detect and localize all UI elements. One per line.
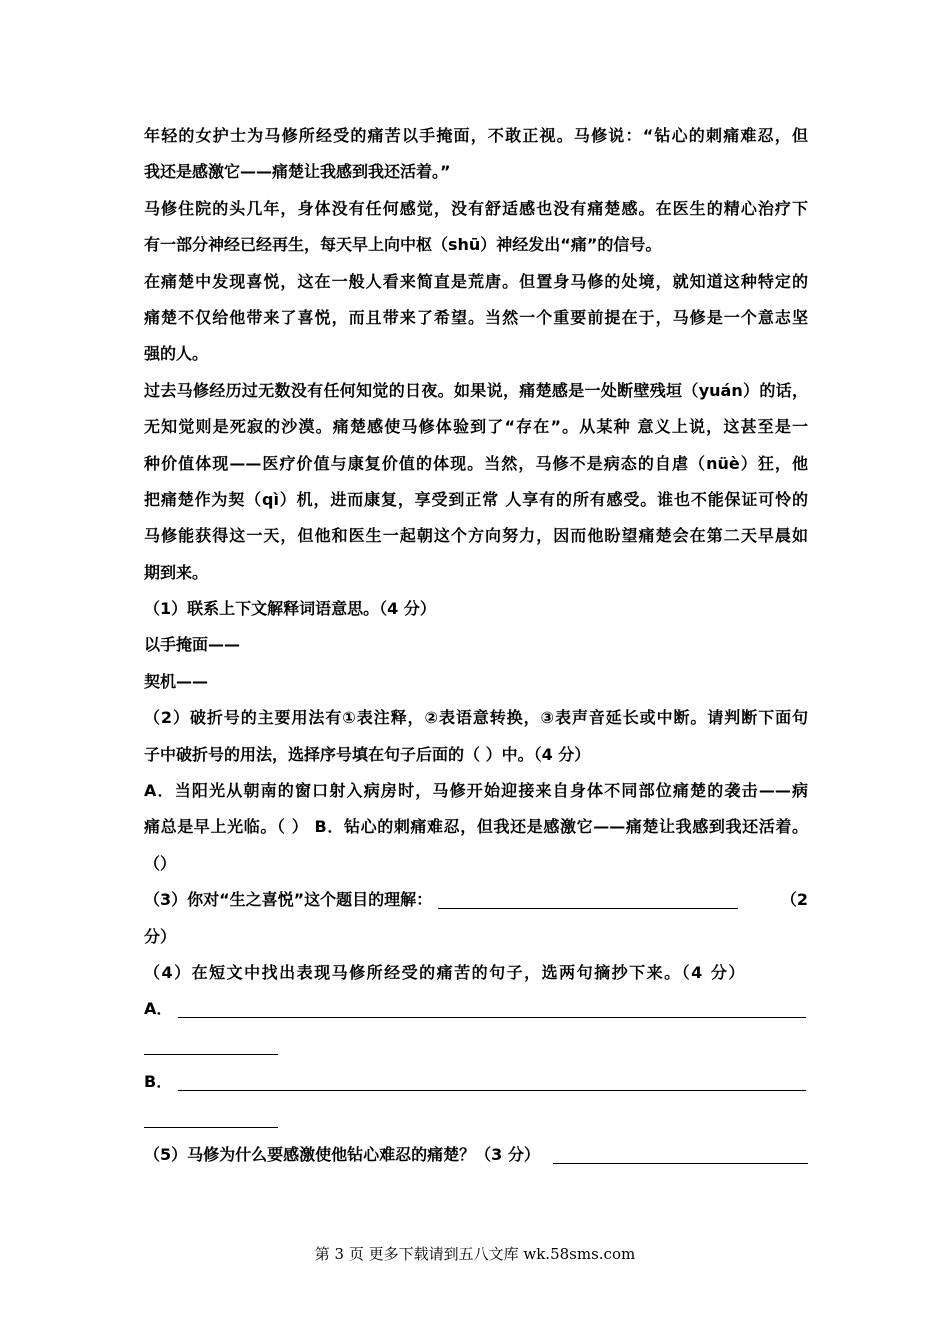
text-line: 期到来。 bbox=[144, 562, 209, 582]
question-1: （1）联系上下文解释词语意思。（4 分） bbox=[144, 599, 436, 619]
question-2: （2）破折号的主要用法有①表注释，②表语意转换，③表声音延长或中断。请判断下面句 bbox=[144, 708, 808, 728]
question-2-option-b: 痛总是早上光临。（ ） B．钻心的刺痛难忍，但我还是感激它——痛楚让我感到我还活着。 bbox=[144, 817, 808, 837]
question-5 bbox=[144, 1137, 808, 1173]
answer-blank-b-cont[interactable] bbox=[144, 1109, 278, 1128]
text-line: 种价值体现——医疗价值与康复价值的体现。当然，马修不是病态的自虐（nüè）狂，他 bbox=[144, 453, 808, 473]
text-line: 无知觉则是死寂的沙漠。痛楚感使马修体验到了“存在”。从某种 意义上说，这甚至是一 bbox=[144, 417, 808, 437]
text-line: 年轻的女护士为马修所经受的痛苦以手掩面，不敢正视。马修说：“钻心的刺痛难忍，但 bbox=[144, 126, 808, 145]
text-line: 痛楚不仅给他带来了喜悦，而且带来了希望。当然一个重要前提在于，马修是一个意志坚 bbox=[144, 307, 808, 327]
answer-a-label: A． bbox=[144, 999, 173, 1019]
answer-blank-a[interactable] bbox=[178, 999, 806, 1018]
question-2-option-a: A．当阳光从朝南的窗口射入病房时，马修开始迎接来自身体不同部位痛楚的袭击——病 bbox=[144, 781, 808, 801]
question-1-item-b: 契机—— bbox=[144, 671, 209, 691]
text-line: 过去马修经历过无数没有任何知觉的日夜。如果说，痛楚感是一处断壁残垣（yuán）的话， bbox=[144, 380, 808, 400]
question-3-score: （2 bbox=[780, 890, 808, 910]
question-2-paren: （） bbox=[144, 853, 177, 873]
answer-line-a bbox=[144, 991, 808, 1027]
answer-blank-5[interactable] bbox=[553, 1145, 808, 1164]
text-line: 把痛楚作为契（qì）机，进而康复，享受到正常 人享有的所有感受。谁也不能保证可怜的 bbox=[144, 489, 808, 509]
answer-blank-a-cont[interactable] bbox=[144, 1036, 278, 1055]
question-4: （4）在短文中找出表现马修所经受的痛苦的句子，选两句摘抄下来。（4 分） bbox=[144, 962, 746, 982]
question-1-item-a: 以手掩面—— bbox=[144, 635, 241, 655]
text-line: 在痛楚中发现喜悦，这在一般人看来简直是荒唐。但置身马修的处境，就知道这种特定的 bbox=[144, 271, 808, 291]
question-3 bbox=[144, 882, 808, 918]
text-line: 马修能获得这一天，但他和医生一起朝这个方向努力，因而他盼望痛楚会在第二天早晨如 bbox=[144, 526, 808, 546]
text-line: 马修住院的头几年，身体没有任何感觉，没有舒适感也没有痛楚感。在医生的精心治疗下 bbox=[144, 198, 808, 218]
answer-line-a-cont bbox=[144, 1028, 808, 1064]
answer-blank-b[interactable] bbox=[178, 1072, 806, 1091]
question-3-text: （3）你对“生之喜悦”这个题目的理解： bbox=[144, 890, 433, 910]
answer-line-b-cont bbox=[144, 1101, 808, 1137]
text-line: 有一部分神经已经再生，每天早上向中枢（shū）神经发出“痛”的信号。 bbox=[144, 235, 662, 255]
question-2-cont: 子中破折号的用法，选择序号填在句子后面的（ ）中。（4 分） bbox=[144, 744, 591, 764]
answer-blank-3[interactable] bbox=[438, 890, 738, 909]
question-5-text: （5）马修为什么要感激使他钻心难忍的痛楚？（3 分） bbox=[144, 1144, 540, 1164]
page-content bbox=[144, 118, 808, 1173]
text-line: 强的人。 bbox=[144, 344, 209, 364]
page-footer: 第 3 页 更多下载请到五八文库 wk.58sms.com bbox=[314, 1245, 636, 1263]
question-3-score-end: 分） bbox=[144, 926, 177, 946]
answer-b-label: B． bbox=[144, 1072, 173, 1092]
answer-line-b bbox=[144, 1064, 808, 1100]
text-line: 我还是感激它——痛楚让我感到我还活着。” bbox=[144, 162, 451, 182]
